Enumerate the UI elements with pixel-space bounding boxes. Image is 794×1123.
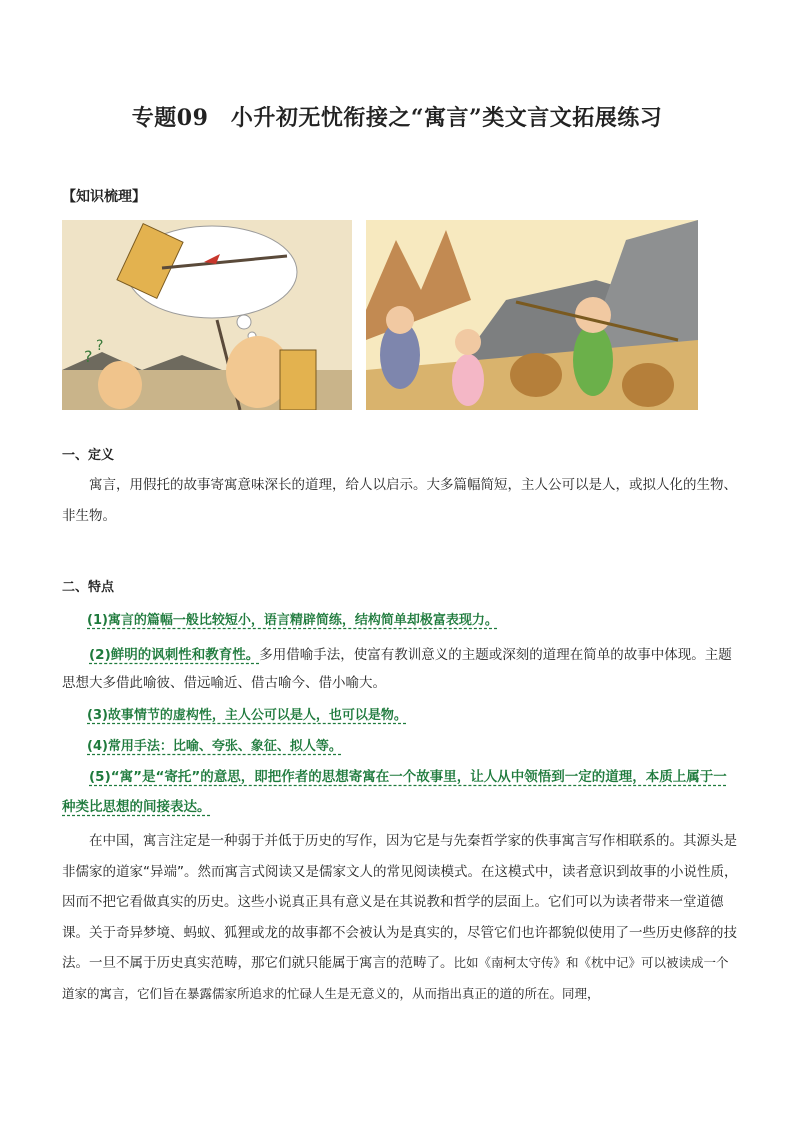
feature-item-4: (4)常用手法：比喻、夸张、象征、拟人等。	[87, 739, 342, 754]
feature-item-2	[62, 641, 738, 697]
features-heading: 二、特点	[62, 580, 115, 595]
feature-item-3: (3)故事情节的虚构性，主人公可以是人，也可以是物。	[87, 708, 407, 723]
spear-shield-illustration	[62, 220, 352, 410]
body-text: 在中国，寓言注定是一种弱于并低于历史的写作，因为它是与先秦哲学家的佚事寓言写作相联系的。其源头是非儒家的道家“异端”。然而寓言式阅读又是儒家文人的常见阅读模式。在这模式中，读者意识到故事的小说性质，因而不把它看做真实的历史。这些小说真正具有意义是在其说教和哲学的层面上。它们可以为读者带来一堂道德课。关于奇异梦境、蚂蚁、狐狸或龙的故事都不会被认为是真实的，尽管它们也许都貌似使用了一些历史修辞的技法。一旦不属于历史真实范畴，那它们就只能属于寓言的范畴了。	[62, 833, 738, 971]
definition-heading: 一、定义	[62, 448, 115, 463]
svg-text:?: ?	[84, 347, 93, 366]
body-text-small: 比如《南柯太守传》和《枕中记》可以被读成一个道家的寓言，它们旨在暴露儒家所追求的忙碌人生是无意义的，从而指出真正的道的所在。同理，	[62, 955, 729, 1001]
feature-item-2-text: 多用借喻手法，使富有教训意义的主题或深刻的道理在简单的故事中体现。主题思想大多借此喻彼、借远喻近、借古喻今、借小喻大。	[62, 647, 732, 691]
section-label: 【知识梳理】	[62, 189, 146, 205]
body-paragraph	[62, 826, 738, 1009]
feature-item-5: (5)“寓”是“寄托”的意思，即把作者的思想寄寓在一个故事里，让人从中领悟到一定的道理，本质上属于一种类比思想的间接表达。	[62, 769, 727, 815]
feature-item-2-highlight: (2)鲜明的讽刺性和教育性。	[89, 647, 260, 663]
yugong-illustration	[366, 220, 698, 410]
svg-text:?: ?	[96, 338, 104, 354]
page-title: 专题09 小升初无忧衔接之“寓言”类文言文拓展练习	[131, 105, 663, 131]
feature-item-1: (1)寓言的篇幅一般比较短小，语言精辟简练，结构简单却极富表现力。	[87, 613, 498, 628]
definition-text: 寓言，用假托的故事寄寓意味深长的道理，给人以启示。大多篇幅简短，主人公可以是人，或拟人化的生物、非生物。	[62, 477, 737, 524]
